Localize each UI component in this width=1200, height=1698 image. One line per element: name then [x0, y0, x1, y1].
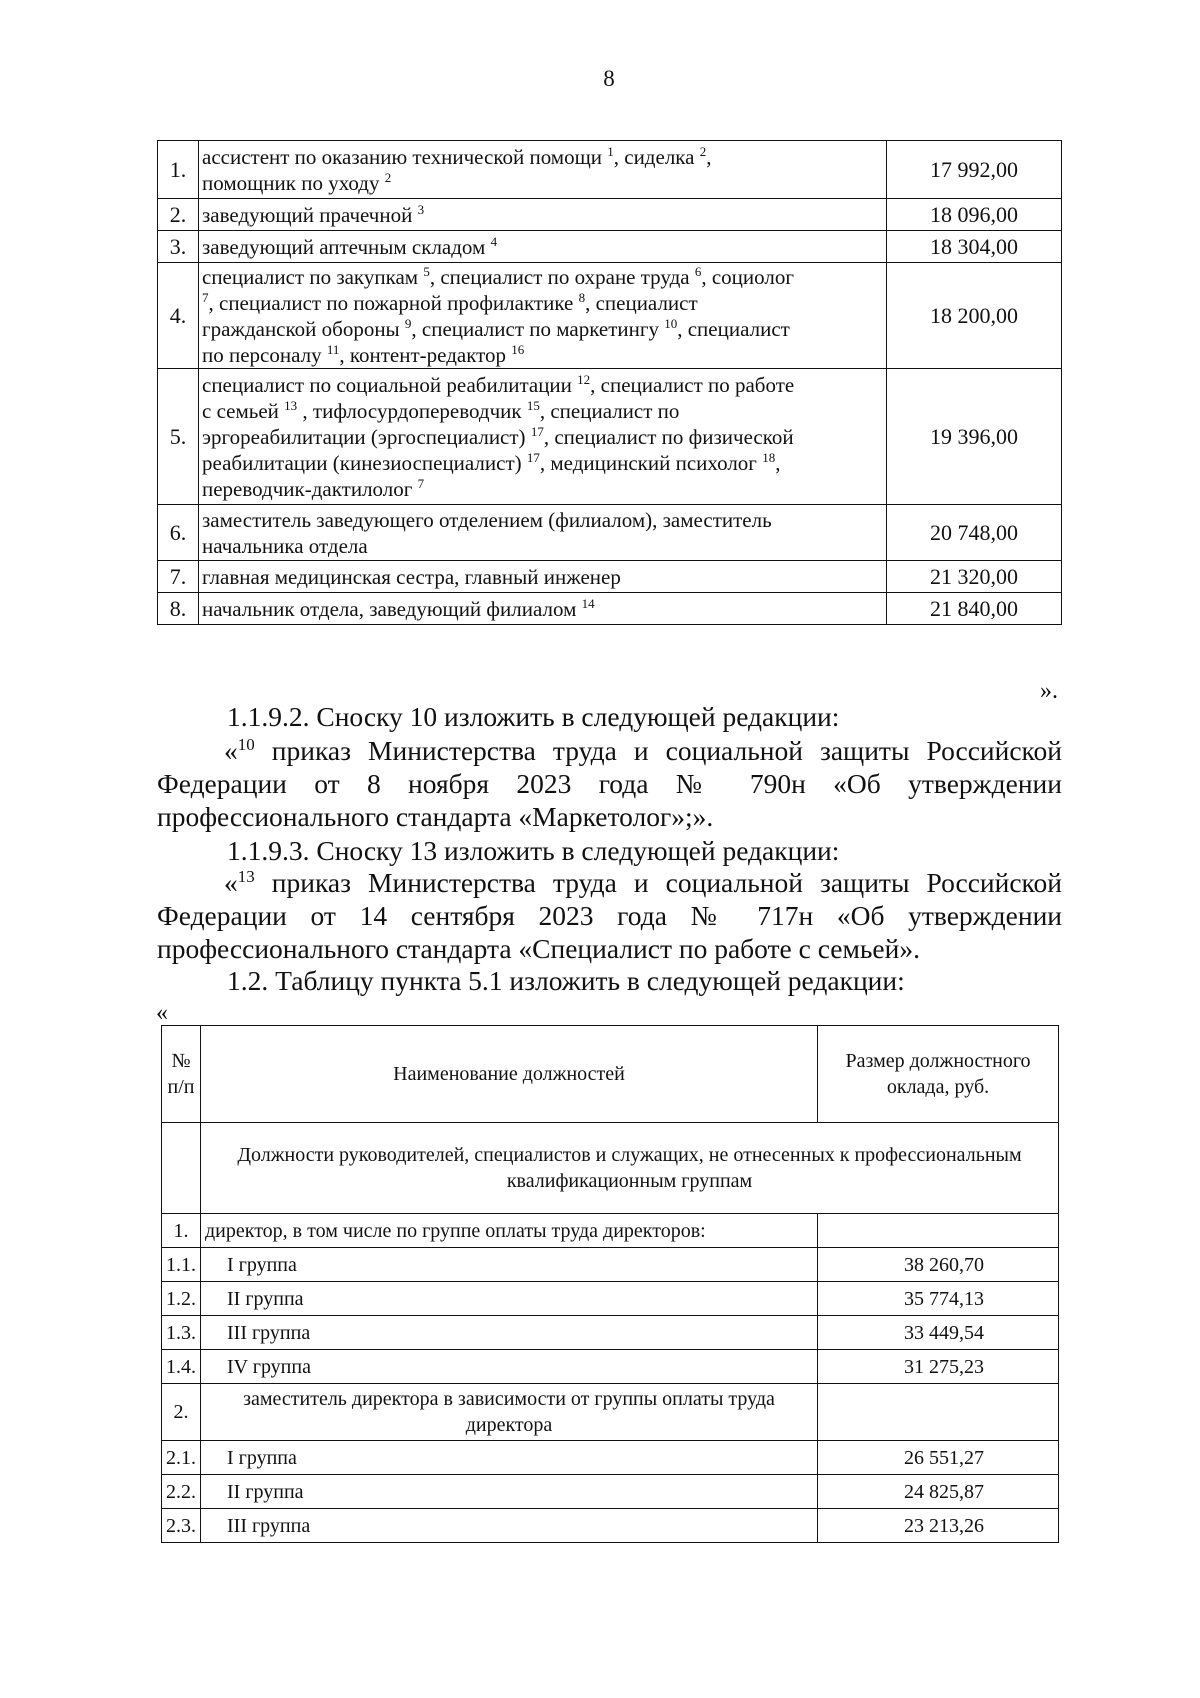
footnote-mark: 2 [699, 143, 707, 159]
table1-row-number: 4. [158, 263, 199, 369]
position-text: , специалист по пожарной профилактике [208, 290, 579, 315]
table1-salary-value: 17 992,00 [887, 141, 1062, 199]
footnote-mark: 10 [664, 315, 678, 331]
footnote-13-text: приказ Министерства труда и социальной защиты Российской Федерации от 14 сентября 2023 года № 717н «Об утверждении профессионального стандарта «Специалист по работе с семьей». [157, 867, 1062, 964]
footnote-13-mark: 13 [237, 866, 255, 886]
table2-salary-value: 24 825,87 [818, 1475, 1059, 1509]
table2-position-name: IV группа [201, 1350, 818, 1384]
table2-row-number: 2.2. [162, 1475, 201, 1509]
position-text: , специалист по физической [543, 424, 794, 449]
table1-salary-value: 21 840,00 [887, 593, 1062, 625]
page-number: 8 [603, 66, 615, 91]
footnote-mark: 14 [581, 595, 595, 611]
table1-position-name [199, 561, 887, 593]
table1-row [158, 505, 1062, 561]
footnote-mark: 6 [694, 263, 702, 279]
footnote-mark: 12 [577, 371, 591, 387]
position-text: , [775, 450, 781, 475]
table1-salary-value: 19 396,00 [887, 369, 1062, 505]
table2-position-name: I группа [201, 1441, 818, 1475]
table2-row-number: 1.4. [162, 1350, 201, 1384]
position-text: , специалист по работе [590, 372, 795, 397]
table2-row [162, 1441, 1059, 1475]
table1-row [158, 561, 1062, 593]
table1-salary-value: 18 304,00 [887, 231, 1062, 263]
table2-position-name: II группа [201, 1282, 818, 1316]
footnote-mark: 7 [202, 289, 209, 305]
position-text: переводчик-дактилолог [202, 476, 418, 501]
table2-position-name: III группа [201, 1509, 818, 1543]
position-text: заместитель заведующего отделением (филиалом), заместитель [202, 507, 772, 532]
table1-row-number: 5. [158, 369, 199, 505]
table2-row [162, 1316, 1059, 1350]
table1-position-name [199, 141, 887, 199]
position-text: , специалист [677, 316, 790, 341]
footnote-13-open-quote: « [224, 867, 238, 898]
position-text: гражданской обороны [202, 316, 405, 341]
position-text: начальник отдела, заведующий филиалом [202, 596, 582, 621]
footnote-mark: 13 [284, 397, 298, 413]
position-text: заведующий аптечным складом [202, 234, 491, 259]
table1-salary-value: 21 320,00 [887, 561, 1062, 593]
table1-row-number: 8. [158, 593, 199, 625]
table2-row [162, 1214, 1059, 1248]
table1-salary-value: 20 748,00 [887, 505, 1062, 561]
header-salary: Размер должностного оклада, руб. [818, 1026, 1059, 1123]
table2-row-number: 1. [162, 1214, 201, 1248]
position-text: заведующий прачечной [202, 202, 418, 227]
table2-row [162, 1248, 1059, 1282]
table1-salary-value: 18 096,00 [887, 199, 1062, 231]
table1-position-name [199, 199, 887, 231]
table1-row-number: 3. [158, 231, 199, 263]
position-text: помощник по уходу [202, 170, 385, 195]
position-text: , специалист по охране труда [429, 264, 695, 289]
table-section-row [162, 1123, 1059, 1214]
table2-salary-value: 35 774,13 [818, 1282, 1059, 1316]
position-text: ассистент по оказанию технической помощи [202, 144, 608, 169]
table2-salary-value: 31 275,23 [818, 1350, 1059, 1384]
table1-salary-value: 18 200,00 [887, 263, 1062, 369]
footnote-mark: 11 [326, 341, 340, 357]
table2-salary-value: 38 260,70 [818, 1248, 1059, 1282]
header-position-name: Наименование должностей [201, 1026, 818, 1123]
position-text: , специалист по [539, 398, 680, 423]
section-title: Должности руководителей, специалистов и служащих, не отнесенных к профессиональным квалификационным группам [201, 1123, 1059, 1214]
header-num: № п/п [162, 1026, 201, 1123]
table1-position-name [199, 505, 887, 561]
position-text: реабилитации (кинезиоспециалист) [202, 450, 527, 475]
footnote-mark: 15 [526, 397, 540, 413]
position-text: , медицинский психолог [539, 450, 763, 475]
position-text: специалист по закупкам [202, 264, 424, 289]
table2-salary-value [818, 1384, 1059, 1441]
paragraph-1-1-9-3: 1.1.9.3. Сноску 13 изложить в следующей редакции: [227, 835, 840, 866]
table2-position-name: заместитель директора в зависимости от группы оплаты труда директора [201, 1384, 818, 1441]
position-text: с семьей [202, 398, 285, 423]
footnote-mark: 17 [526, 449, 540, 465]
position-text: , тифлосурдопереводчик [297, 398, 527, 423]
table2-row-number: 2.3. [162, 1509, 201, 1543]
footnote-10-open-quote: « [224, 735, 238, 766]
table2-row [162, 1350, 1059, 1384]
position-text: по персоналу [202, 342, 327, 367]
paragraph-footnote-13 [157, 866, 1062, 965]
footnote-mark: 2 [384, 169, 392, 185]
table1-row [158, 593, 1062, 625]
table1-row [158, 199, 1062, 231]
table1-row-number: 6. [158, 505, 199, 561]
table1-row-number: 2. [158, 199, 199, 231]
table2-salary-value: 26 551,27 [818, 1441, 1059, 1475]
salary-table-5-1 [161, 1025, 1059, 1543]
table1-position-name [199, 231, 887, 263]
table2-position-name: I группа [201, 1248, 818, 1282]
section-num-empty [162, 1123, 201, 1214]
table1-position-name [199, 593, 887, 625]
table2-row [162, 1475, 1059, 1509]
table1-row [158, 231, 1062, 263]
table1-row [158, 263, 1062, 369]
footnote-mark: 16 [511, 341, 525, 357]
table2-position-name: II группа [201, 1475, 818, 1509]
footnote-mark: 5 [423, 263, 430, 279]
table2-salary-value: 33 449,54 [818, 1316, 1059, 1350]
table2-row-number: 1.3. [162, 1316, 201, 1350]
position-text: специалист по социальной реабилитации [202, 372, 578, 397]
table-closing-quote: ». [1040, 678, 1058, 704]
table1-row-number: 1. [158, 141, 199, 199]
position-text: эргореабилитации (эргоспециалист) [202, 424, 531, 449]
table1-position-name [199, 369, 887, 505]
table2-row [162, 1282, 1059, 1316]
footnote-10-mark: 10 [237, 734, 255, 754]
table2-position-name: III группа [201, 1316, 818, 1350]
footnote-mark: 18 [762, 449, 776, 465]
footnote-mark: 9 [404, 315, 412, 331]
position-text: , сиделка [613, 144, 700, 169]
table2-salary-value [818, 1214, 1059, 1248]
table-opening-quote: « [156, 1000, 168, 1026]
table2-salary-value: 23 213,26 [818, 1509, 1059, 1543]
position-text: , специалист по маркетингу [411, 316, 665, 341]
paragraph-1-1-9-2: 1.1.9.2. Сноску 10 изложить в следующей редакции: [227, 701, 840, 732]
table2-row [162, 1384, 1059, 1441]
positions-table-continued [157, 140, 1062, 625]
position-text: главная медицинская сестра, главный инженер [202, 564, 621, 589]
table1-row [158, 141, 1062, 199]
footnote-mark: 7 [417, 475, 425, 491]
table-header-row [162, 1026, 1059, 1123]
table2-row-number: 1.2. [162, 1282, 201, 1316]
table1-position-name [199, 263, 887, 369]
footnote-mark: 17 [530, 423, 544, 439]
position-text: , контент-редактор [339, 342, 512, 367]
footnote-mark: 4 [490, 233, 498, 249]
table2-row-number: 2.1. [162, 1441, 201, 1475]
table1-row [158, 369, 1062, 505]
footnote-mark: 1 [607, 143, 614, 159]
table2-row-number: 2. [162, 1384, 201, 1441]
position-text: , [706, 144, 712, 169]
footnote-10-text: приказ Министерства труда и социальной защиты Российской Федерации от 8 ноября 2023 года № 790н «Об утверждении профессионального стандарта «Маркетолог»;». [157, 735, 1062, 832]
footnote-mark: 3 [417, 201, 425, 217]
position-text: , специалист [585, 290, 698, 315]
paragraph-1-2: 1.2. Таблицу пункта 5.1 изложить в следующей редакции: [227, 965, 905, 996]
footnote-mark: 8 [578, 289, 586, 305]
table2-row-number: 1.1. [162, 1248, 201, 1282]
table2-position-name: директор, в том числе по группе оплаты труда директоров: [201, 1214, 818, 1248]
table2-row [162, 1509, 1059, 1543]
position-text: , социолог [701, 264, 794, 289]
table1-row-number: 7. [158, 561, 199, 593]
paragraph-footnote-10 [157, 734, 1062, 833]
position-text: начальника отдела [202, 533, 368, 558]
